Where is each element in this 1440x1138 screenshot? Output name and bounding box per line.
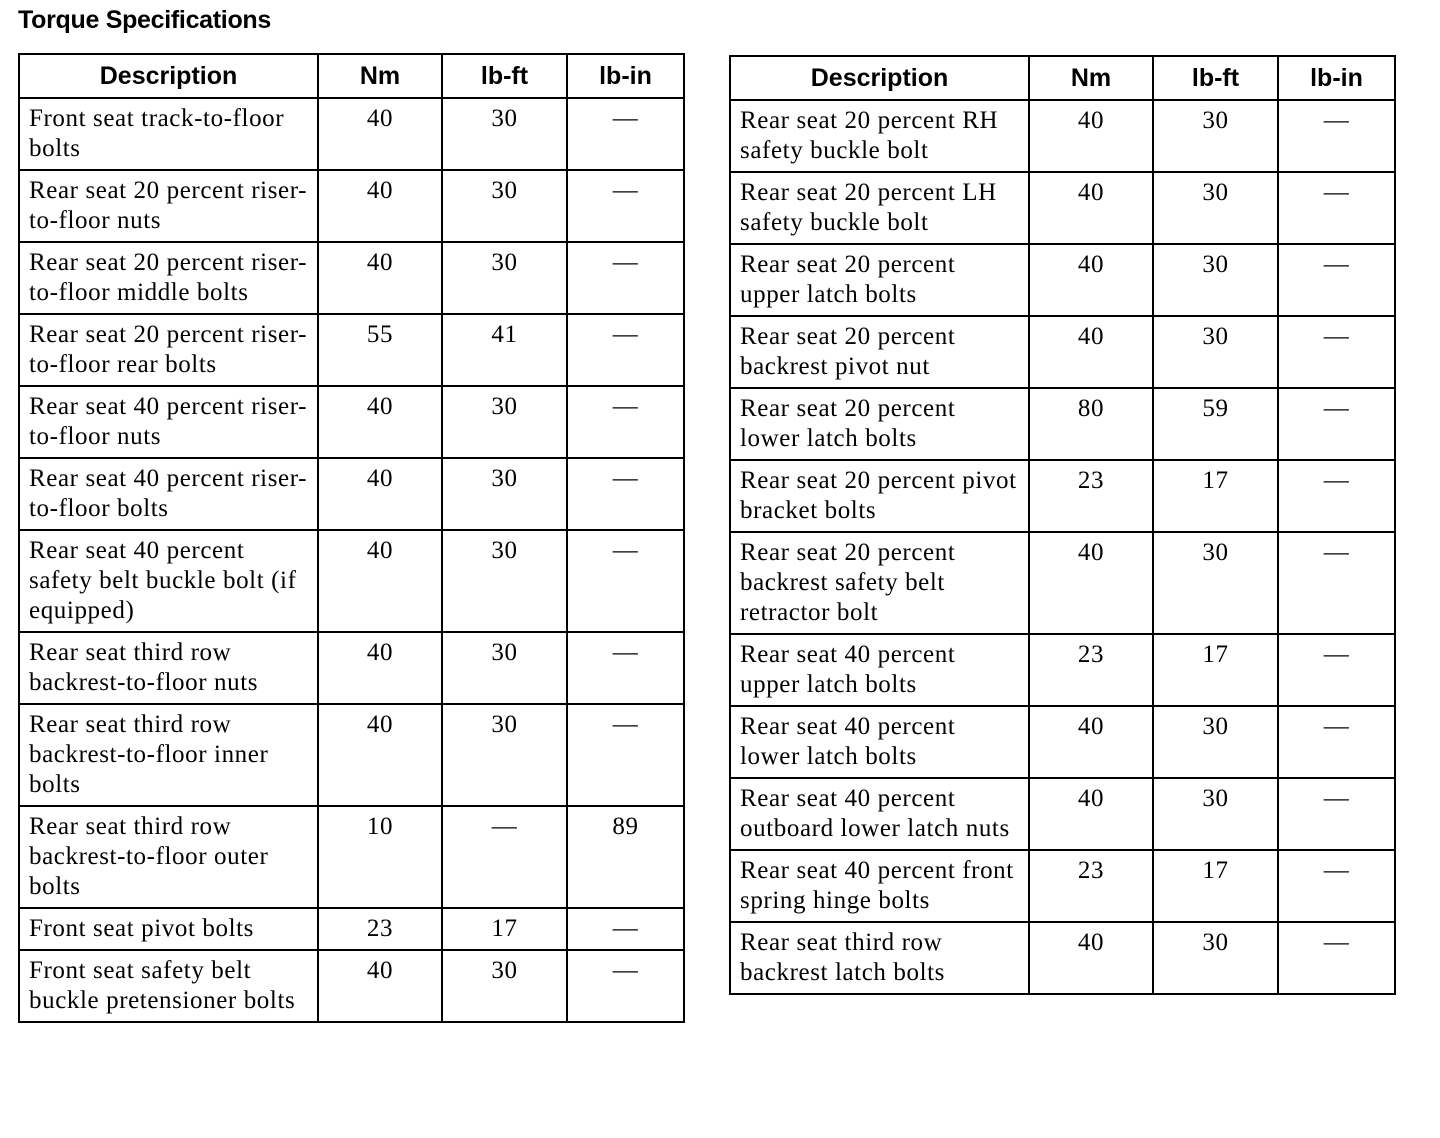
cell-description: Rear seat 40 percent upper latch bolts: [730, 634, 1029, 706]
cell-description: Rear seat third row backrest-to-floor nuts: [19, 632, 318, 704]
cell-description: Rear seat 20 percent LH safety buckle bolt: [730, 172, 1029, 244]
cell-description: Rear seat 20 percent RH safety buckle bolt: [730, 100, 1029, 172]
cell-lbin: 89: [567, 806, 684, 908]
cell-nm: 55: [318, 314, 442, 386]
table-row: [19, 170, 684, 242]
cell-lbft: 30: [442, 386, 567, 458]
cell-description: Rear seat third row backrest-to-floor inner bolts: [19, 704, 318, 806]
cell-nm: 40: [318, 950, 442, 1022]
cell-description: Rear seat 40 percent front spring hinge bolts: [730, 850, 1029, 922]
cell-lbin: —: [1278, 388, 1395, 460]
column-header-nm: Nm: [1029, 56, 1153, 100]
cell-nm: 23: [318, 908, 442, 950]
table-row: [730, 532, 1395, 634]
cell-nm: 40: [1029, 172, 1153, 244]
cell-nm: 23: [1029, 460, 1153, 532]
table-row: [730, 778, 1395, 850]
table-row: [730, 100, 1395, 172]
torque-table-right: [729, 55, 1396, 995]
cell-lbin: —: [1278, 922, 1395, 994]
page-title: Torque Specifications: [18, 6, 272, 34]
cell-lbft: 17: [1153, 460, 1278, 532]
cell-nm: 80: [1029, 388, 1153, 460]
cell-description: Rear seat 40 percent lower latch bolts: [730, 706, 1029, 778]
cell-lbft: —: [442, 806, 567, 908]
cell-description: Front seat safety belt buckle pretensioner bolts: [19, 950, 318, 1022]
cell-nm: 40: [318, 98, 442, 170]
cell-nm: 40: [318, 530, 442, 632]
cell-lbft: 41: [442, 314, 567, 386]
cell-lbft: 30: [442, 98, 567, 170]
cell-lbin: —: [1278, 316, 1395, 388]
table-row: [730, 316, 1395, 388]
cell-lbin: —: [567, 908, 684, 950]
cell-lbft: 30: [442, 170, 567, 242]
table-row: [19, 908, 684, 950]
column-header-nm: Nm: [318, 54, 442, 98]
column-header-lbft: lb-ft: [442, 54, 567, 98]
table-row: [19, 704, 684, 806]
table-row: [730, 850, 1395, 922]
cell-lbft: 30: [1153, 778, 1278, 850]
cell-lbin: —: [567, 950, 684, 1022]
cell-description: Rear seat 20 percent backrest pivot nut: [730, 316, 1029, 388]
cell-description: Rear seat 20 percent riser-to-floor nuts: [19, 170, 318, 242]
table-row: [19, 950, 684, 1022]
cell-lbin: —: [567, 98, 684, 170]
cell-lbin: —: [567, 170, 684, 242]
cell-description: Rear seat third row backrest-to-floor outer bolts: [19, 806, 318, 908]
cell-lbft: 30: [1153, 532, 1278, 634]
cell-lbft: 30: [442, 530, 567, 632]
cell-lbin: —: [567, 458, 684, 530]
cell-nm: 40: [318, 242, 442, 314]
cell-lbin: —: [1278, 706, 1395, 778]
cell-lbft: 30: [1153, 244, 1278, 316]
cell-nm: 23: [1029, 850, 1153, 922]
cell-description: Rear seat 20 percent riser-to-floor middle bolts: [19, 242, 318, 314]
cell-lbin: —: [1278, 850, 1395, 922]
cell-lbin: —: [567, 386, 684, 458]
table-row: [730, 634, 1395, 706]
cell-nm: 10: [318, 806, 442, 908]
table-row: [19, 632, 684, 704]
column-header-description: Description: [730, 56, 1029, 100]
cell-lbin: —: [567, 632, 684, 704]
cell-lbin: —: [1278, 634, 1395, 706]
cell-lbin: —: [567, 242, 684, 314]
table-row: [730, 922, 1395, 994]
table-row: [19, 806, 684, 908]
cell-lbin: —: [1278, 172, 1395, 244]
cell-nm: 40: [318, 170, 442, 242]
cell-description: Rear seat 20 percent riser-to-floor rear bolts: [19, 314, 318, 386]
cell-lbft: 30: [1153, 172, 1278, 244]
cell-lbin: —: [567, 530, 684, 632]
cell-description: Rear seat 20 percent upper latch bolts: [730, 244, 1029, 316]
cell-nm: 40: [318, 704, 442, 806]
column-header-lbin: lb-in: [1278, 56, 1395, 100]
table-row: [19, 242, 684, 314]
cell-lbin: —: [1278, 460, 1395, 532]
cell-lbft: 30: [442, 242, 567, 314]
table-row: [19, 458, 684, 530]
cell-nm: 40: [1029, 244, 1153, 316]
column-header-lbft: lb-ft: [1153, 56, 1278, 100]
column-header-lbin: lb-in: [567, 54, 684, 98]
table-row: [19, 98, 684, 170]
table-row: [730, 172, 1395, 244]
cell-lbft: 30: [1153, 100, 1278, 172]
cell-nm: 40: [318, 458, 442, 530]
table-row: [19, 530, 684, 632]
cell-lbft: 30: [442, 950, 567, 1022]
cell-lbft: 30: [442, 632, 567, 704]
cell-nm: 40: [1029, 316, 1153, 388]
cell-lbin: —: [567, 314, 684, 386]
cell-lbft: 17: [442, 908, 567, 950]
cell-description: Rear seat 40 percent safety belt buckle bolt (if equipped): [19, 530, 318, 632]
cell-nm: 40: [318, 632, 442, 704]
table-row: [19, 314, 684, 386]
table-row: [730, 706, 1395, 778]
cell-lbft: 59: [1153, 388, 1278, 460]
cell-lbft: 30: [442, 704, 567, 806]
cell-lbin: —: [567, 704, 684, 806]
cell-description: Rear seat 20 percent lower latch bolts: [730, 388, 1029, 460]
cell-nm: 23: [1029, 634, 1153, 706]
cell-nm: 40: [1029, 778, 1153, 850]
cell-description: Front seat pivot bolts: [19, 908, 318, 950]
cell-description: Rear seat 40 percent riser-to-floor bolts: [19, 458, 318, 530]
cell-lbin: —: [1278, 532, 1395, 634]
cell-lbft: 17: [1153, 850, 1278, 922]
cell-lbin: —: [1278, 778, 1395, 850]
table-row: [730, 388, 1395, 460]
table-header-row: [730, 56, 1395, 100]
cell-nm: 40: [1029, 532, 1153, 634]
table-row: [730, 460, 1395, 532]
cell-nm: 40: [1029, 100, 1153, 172]
column-header-description: Description: [19, 54, 318, 98]
torque-table-left: [18, 53, 685, 1023]
cell-lbft: 30: [442, 458, 567, 530]
cell-lbin: —: [1278, 100, 1395, 172]
cell-lbft: 30: [1153, 316, 1278, 388]
cell-lbft: 30: [1153, 922, 1278, 994]
cell-nm: 40: [1029, 922, 1153, 994]
table-row: [730, 244, 1395, 316]
cell-nm: 40: [1029, 706, 1153, 778]
table-row: [19, 386, 684, 458]
cell-description: Rear seat third row backrest latch bolts: [730, 922, 1029, 994]
cell-description: Rear seat 20 percent backrest safety belt retractor bolt: [730, 532, 1029, 634]
cell-description: Rear seat 20 percent pivot bracket bolts: [730, 460, 1029, 532]
cell-lbft: 17: [1153, 634, 1278, 706]
cell-description: Rear seat 40 percent riser-to-floor nuts: [19, 386, 318, 458]
table-header-row: [19, 54, 684, 98]
cell-description: Rear seat 40 percent outboard lower latch nuts: [730, 778, 1029, 850]
cell-lbft: 30: [1153, 706, 1278, 778]
cell-description: Front seat track-to-floor bolts: [19, 98, 318, 170]
cell-nm: 40: [318, 386, 442, 458]
cell-lbin: —: [1278, 244, 1395, 316]
